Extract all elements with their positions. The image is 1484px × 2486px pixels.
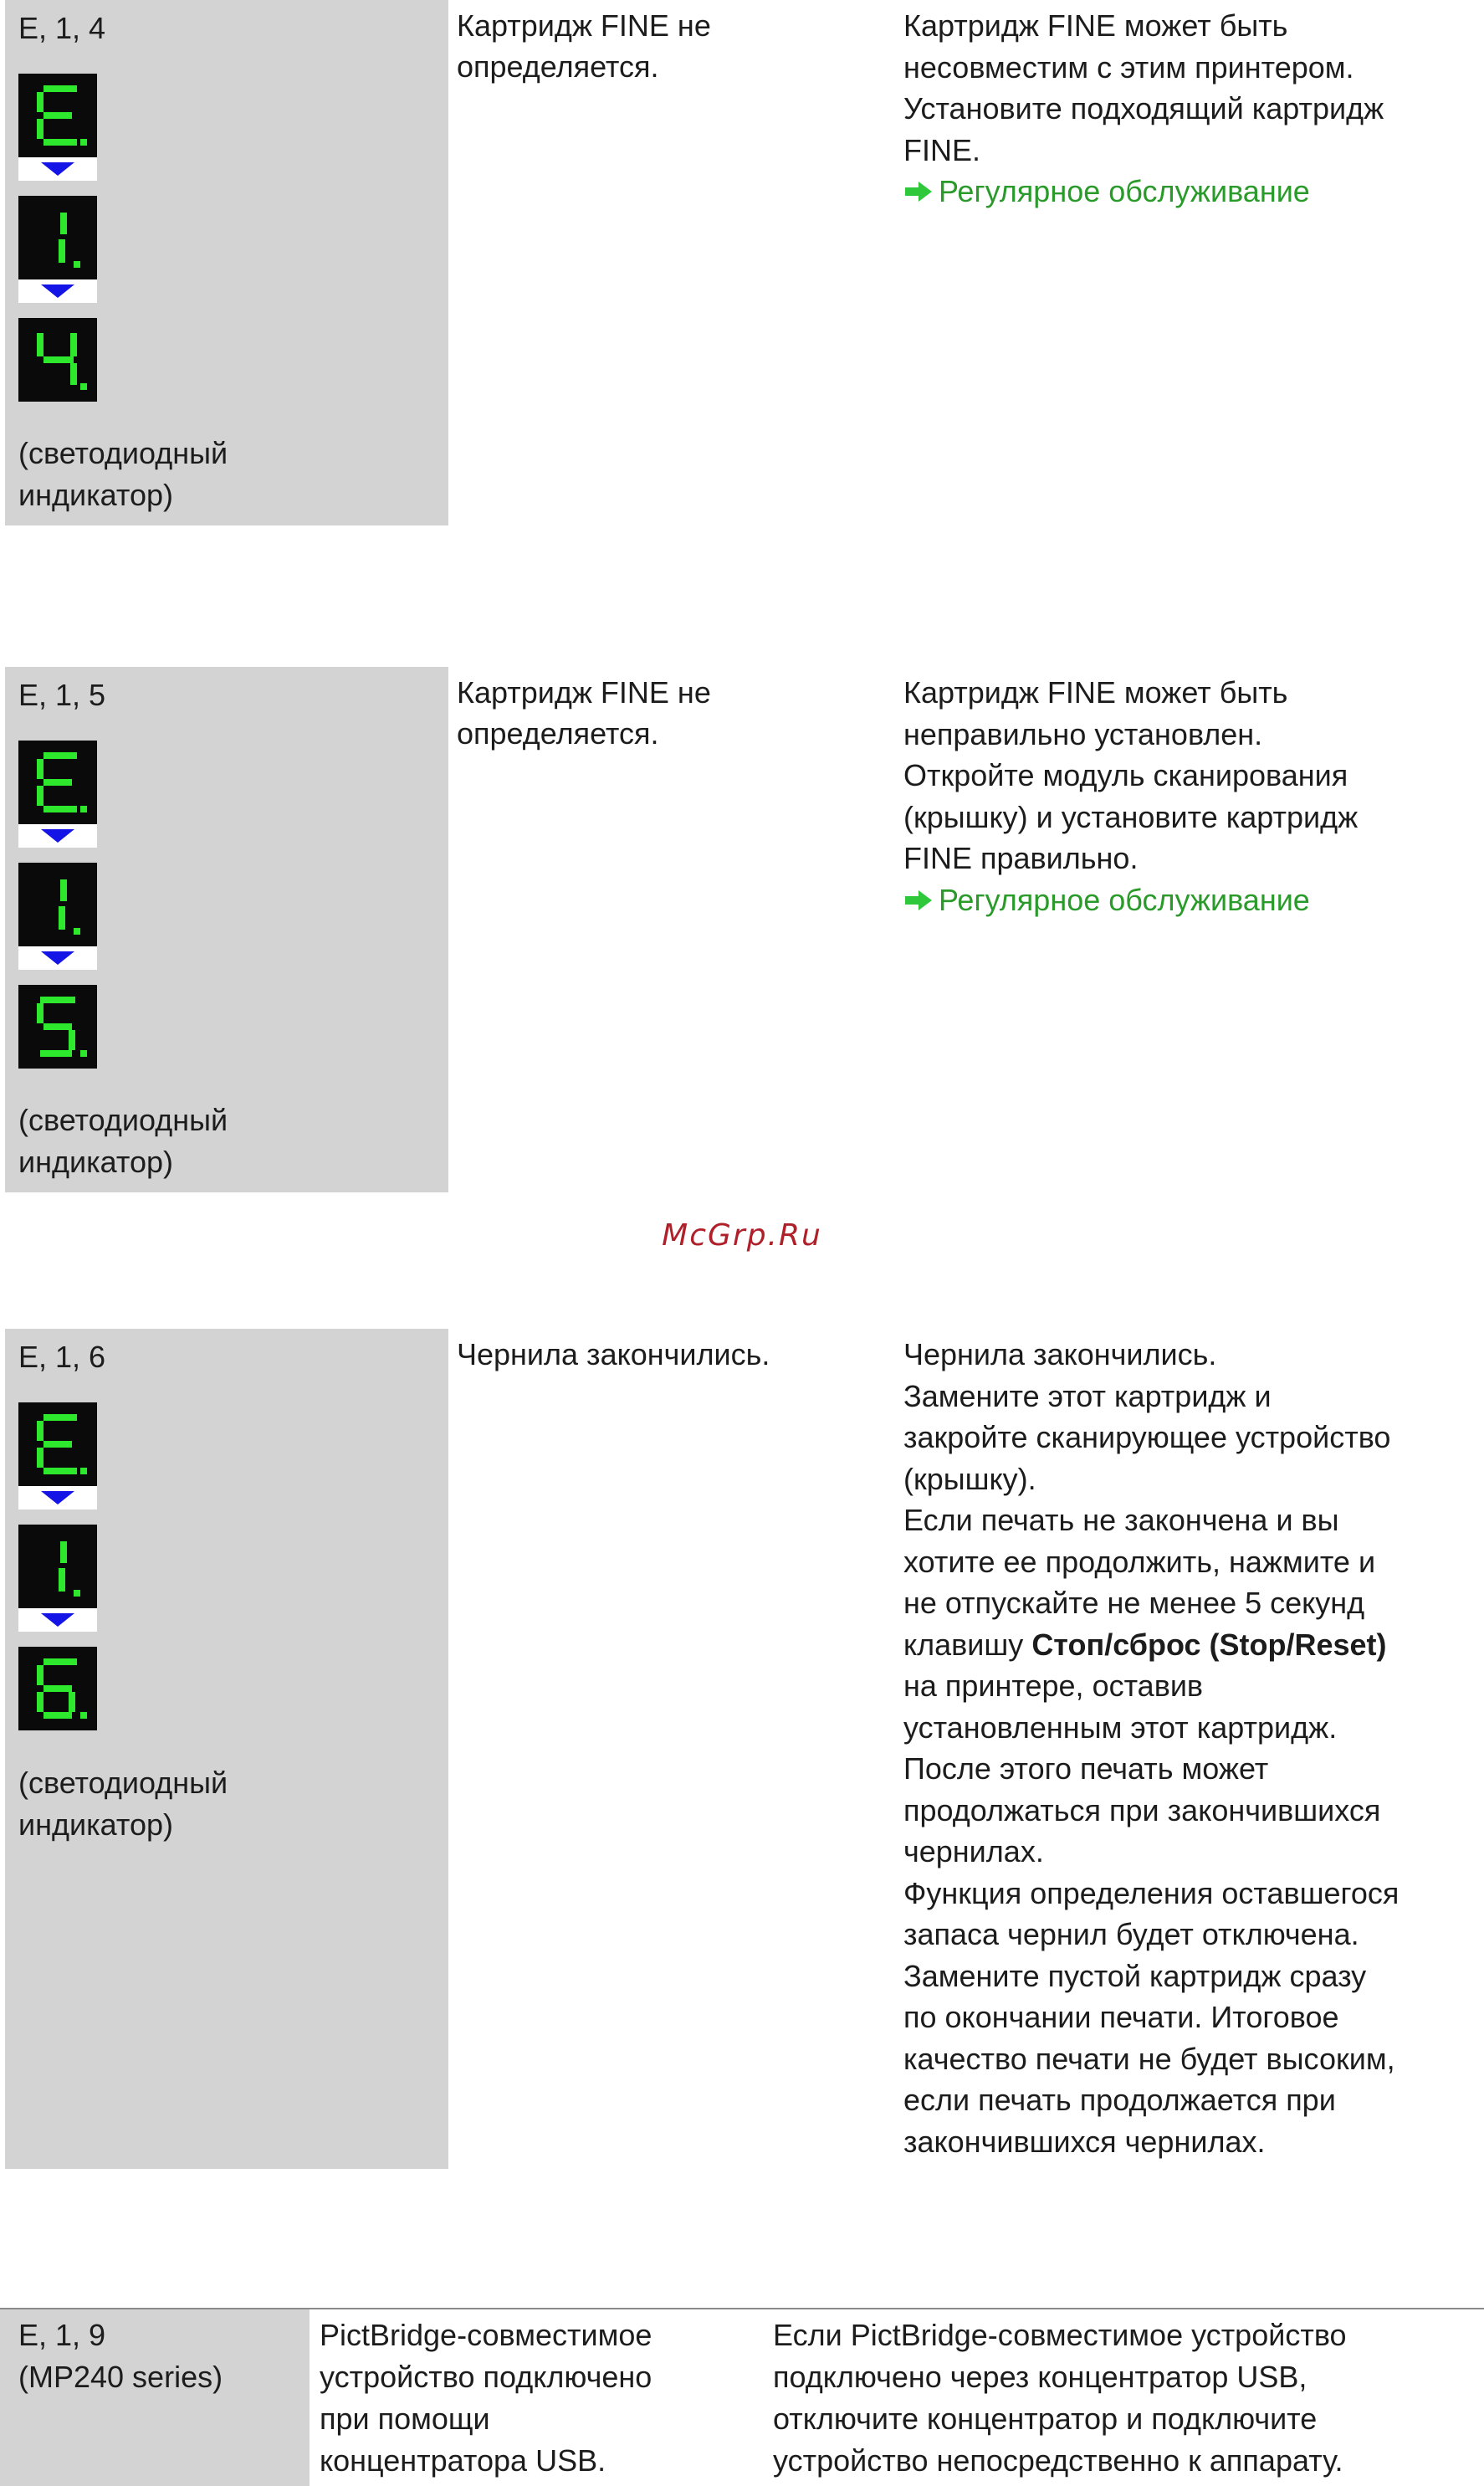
error-entry-e15 [0, 667, 1484, 1194]
error-entry-e16 [0, 1329, 1484, 2174]
error-action: Если PictBridge-совместимое устройство подключено через концентратор USB, отключите концентратор и подключите устройство непосредственно к аппарату. [773, 2318, 1347, 2478]
error-entry-e14 [0, 0, 1484, 527]
led-digit-5 [18, 985, 97, 1069]
arrow-right-icon [903, 172, 934, 214]
error-code: E, 1, 6 [18, 1340, 106, 1374]
error-cause: Картридж FINE не определяется. [457, 675, 711, 751]
arrow-down-icon [18, 1486, 97, 1510]
error-code: E, 1, 5 [18, 678, 106, 712]
error-action: Чернила закончились. Замените этот картридж и закройте сканирующее устройство (крышку). Если печать не закончена и вы хотите ее продолжить, нажмите и не отпускайте не менее 5 секунд клавишу Стоп/сброс (Stop/Reset) на принтере, оставив установленным этот картридж. После этого печать может продолжаться при закончившихся чернилах. Функция определения оставшегося запаса чернил будет отключена. Замените пустой картридж сразу по окончании печати. Итоговое качество печати не будет высоким, если печать продолжается при закончившихся чернилах. [903, 1337, 1400, 2159]
led-digit-1 [18, 196, 97, 279]
code-cell [5, 667, 448, 1192]
error-action: Картридж FINE может быть несовместим с этим принтером. Установите подходящий картридж FINE. Регулярное обслуживание [903, 5, 1472, 214]
arrow-down-icon [18, 824, 97, 848]
led-digit-6 [18, 1647, 97, 1730]
led-indicator-label: (светодиодный индикатор) [18, 1766, 228, 1842]
led-digit-1 [18, 863, 97, 946]
led-indicator-label: (светодиодный индикатор) [18, 436, 228, 512]
led-digit-e [18, 741, 97, 824]
stop-reset-key-label: Стоп/сброс (Stop/Reset) [1031, 1627, 1387, 1662]
maintenance-link[interactable]: Регулярное обслуживание [903, 879, 1472, 923]
led-digit-4 [18, 318, 97, 402]
led-indicator-label: (светодиодный индикатор) [18, 1103, 228, 1179]
code-cell [5, 1329, 448, 2169]
error-cause: Чернила закончились. [457, 1337, 770, 1371]
watermark: McGrp.Ru [662, 1218, 822, 1253]
error-cause: Картридж FINE не определяется. [457, 8, 711, 84]
led-digit-1 [18, 1525, 97, 1608]
error-action: Картридж FINE может быть неправильно установлен. Откройте модуль сканирования (крышку) и установите картридж FINE правильно. Регулярное обслуживание [903, 672, 1472, 922]
maintenance-link[interactable]: Регулярное обслуживание [903, 171, 1472, 214]
error-code: E, 1, 9 (MP240 series) [18, 2318, 223, 2394]
arrow-down-icon [18, 946, 97, 970]
arrow-down-icon [18, 279, 97, 303]
error-cause: PictBridge-совместимое устройство подключено при помощи концентратора USB. [320, 2318, 652, 2478]
code-cell [5, 0, 448, 525]
error-entry-e19 [0, 2308, 1484, 2486]
arrow-right-icon [903, 881, 934, 923]
code-cell [0, 2309, 310, 2486]
arrow-down-icon [18, 157, 97, 181]
led-digit-e [18, 1402, 97, 1486]
led-digit-e [18, 74, 97, 157]
error-code: E, 1, 4 [18, 11, 106, 45]
arrow-down-icon [18, 1608, 97, 1632]
